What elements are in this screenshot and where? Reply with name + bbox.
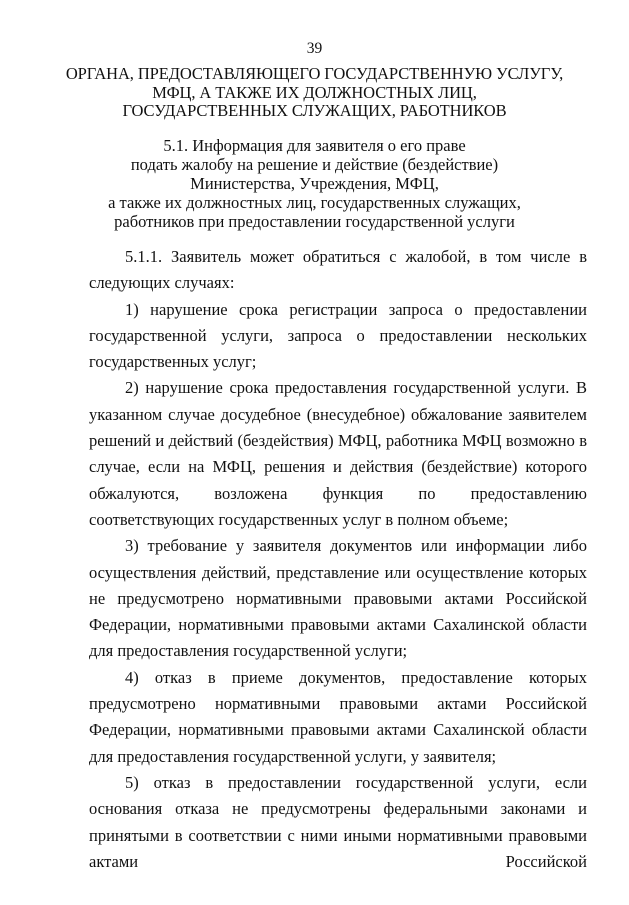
body-text [89, 244, 587, 875]
subtitle-line: а также их должностных лиц, государственных служащих, [108, 193, 521, 212]
paragraph: 5.1.1. Заявитель может обратиться с жалобой, в том числе в следующих случаях: [89, 247, 587, 293]
subtitle-line: подать жалобу на решение и действие (бездействие) [130, 155, 499, 174]
paragraph: 2) нарушение срока предоставления государственной услуги. В указанном случае досудебное (внесудебное) обжалование заявителем решений и действий (бездействия) МФЦ, работника МФЦ возможно в случае, если на МФЦ, решения и действия (бездействие) которого обжалуются, возложена функция по предоставлению соответствующих государственных услуг в полном объеме; [89, 378, 587, 529]
title-line: МФЦ, А ТАКЖЕ ИХ ДОЛЖНОСТНЫХ ЛИЦ, [152, 82, 477, 102]
subsection-heading [40, 136, 589, 231]
paragraph: 4) отказ в приеме документов, предоставление которых предусмотрено нормативными правовыми актами Российской Федерации, нормативными правовыми актами Сахалинской области для предоставления государственной услуги, у заявителя; [89, 667, 587, 766]
title-line: ГОСУДАРСТВЕННЫХ СЛУЖАЩИХ, РАБОТНИКОВ [122, 101, 507, 120]
title-line: ОРГАНА, ПРЕДОСТАВЛЯЮЩЕГО ГОСУДАРСТВЕННУЮ УСЛУГУ, [65, 64, 564, 83]
subtitle-line: Министерства, Учреждения, МФЦ, [190, 174, 439, 193]
subtitle-line: работников при предоставлении государственной услуги [114, 212, 515, 231]
paragraph: 3) требование у заявителя документов или информации либо осуществления действий, представление или осуществление которых не предусмотрено нормативными правовыми актами Российской Федерации, нормативными правовыми актами Сахалинской области для предоставления государственной услуги; [89, 536, 587, 661]
paragraph: 5) отказ в предоставлении государственной услуги, если основания отказа не предусмотрены федеральными законами и принятыми в соответствии с ними иными нормативными правовыми актами Российской [89, 772, 587, 871]
section-title [40, 65, 589, 121]
paragraph: 1) нарушение срока регистрации запроса о предоставлении государственной услуги, запроса о предоставлении нескольких государственных услуг; [89, 299, 587, 372]
subtitle-line: 5.1. Информация для заявителя о его праве [163, 136, 466, 155]
page-number: 39 [306, 40, 323, 57]
